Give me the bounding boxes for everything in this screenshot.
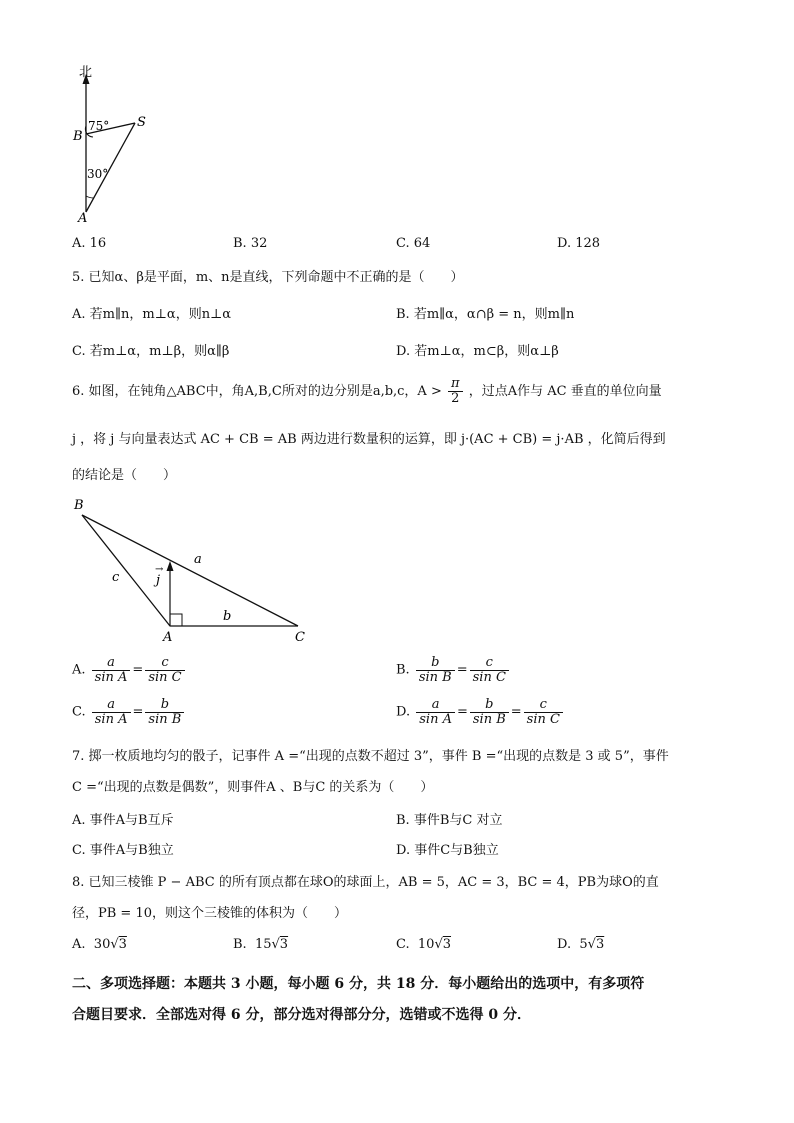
vector-j-label: j — [156, 573, 161, 588]
q7-option-d: D. 事件C与B独立 — [396, 843, 499, 858]
q6-line3: 的结论是（ ） — [72, 468, 177, 483]
q6-line1 — [72, 374, 662, 410]
angle-75-label: 75° — [88, 119, 110, 133]
vertex-b-label: B — [74, 498, 84, 513]
q4-option-a: A. 16 — [72, 236, 107, 251]
q5-option-d: D. 若m⊥α，m⊂β，则α⊥β — [396, 344, 559, 359]
point-a-label: A — [78, 211, 88, 226]
q7-option-a: A. 事件A与B互斥 — [72, 813, 174, 828]
q4-option-b: B. 32 — [233, 236, 268, 251]
pi-denominator: 2 — [451, 391, 460, 406]
q6-option-d-label: D. — [396, 704, 411, 720]
point-s-label: S — [137, 115, 146, 130]
section2-line2: 合题目要求．全部选对得 6 分，部分选对得部分分，选错或不选得 0 分． — [72, 1007, 531, 1023]
q6-option-a: A. $\frac{a}{\text{sin A}}$ = $\frac{c}{\text{sin C}}$ — [72, 656, 187, 684]
side-a-label: a — [194, 552, 202, 567]
q4-option-c: C. 64 — [396, 236, 431, 251]
q7-option-c: C. 事件A与B独立 — [72, 843, 174, 858]
q7-line2: C =“出现的点数是偶数”，则事件A 、B与C 的关系为（ ） — [72, 780, 434, 795]
q8-option-c: C. 10√3 — [396, 937, 452, 952]
q6-option-c: C. $\frac{a}{\text{sin A}}$ = $\frac{b}{\text{sin B}}$ — [72, 698, 186, 726]
q6-option-b-label: B. — [396, 662, 410, 678]
vertex-a-label: A — [163, 630, 173, 645]
q5-stem: 5. 已知α、β是平面，m、n是直线，下列命题中不正确的是（ ） — [72, 270, 464, 285]
q8-line2: 径，PB = 10，则这个三棱锥的体积为（ ） — [72, 906, 347, 921]
section2-line1: 二、多项选择题：本题共 3 小题，每小题 6 分，共 18 分．每小题给出的选项中，有多项符 — [72, 976, 645, 992]
q6-option-c-label: C. — [72, 704, 86, 720]
q6-line1-b: ，过点A作与 AC 垂直的单位向量 — [468, 384, 662, 399]
triangle-figure — [70, 495, 320, 645]
q6-line1-a: 6. 如图，在钝角△ABC中，角A,B,C所对的边分别是a,b,c，A > — [72, 384, 442, 399]
vertex-c-label: C — [295, 630, 305, 645]
q5-option-c: C. 若m⊥α，m⊥β，则α∥β — [72, 344, 230, 359]
q8-option-b: B. 15√3 — [233, 937, 289, 952]
q6-option-b: B. $\frac{b}{\text{sin B}}$ = $\frac{c}{\text{sin C}}$ — [396, 656, 511, 684]
q6-line2: j ，将 j 与向量表达式 AC + CB = AB 两边进行数量积的运算，即 j·(AC + CB) = j·AB ，化简后得到 — [72, 432, 666, 447]
angle-30-label: 30° — [87, 167, 109, 181]
north-label: 北 — [79, 65, 93, 80]
side-c-label: c — [112, 570, 120, 585]
q6-option-a-label: A. — [72, 662, 86, 678]
q5-option-a: A. 若m∥n，m⊥α，则n⊥α — [72, 307, 232, 322]
q8-line1: 8. 已知三棱锥 P − ABC 的所有顶点都在球O的球面上，AB = 5，AC = 3，BC = 4，PB为球O的直 — [72, 875, 659, 890]
pi-over-2 — [448, 377, 463, 405]
q7-option-b: B. 事件B与C 对立 — [396, 813, 503, 828]
q4-option-d: D. 128 — [557, 236, 601, 251]
side-b-label: b — [223, 609, 232, 624]
q8-option-d: D. 5√3 — [557, 937, 605, 952]
pi-numerator: π — [448, 377, 463, 392]
bearing-figure — [70, 60, 160, 228]
point-b-label: B — [73, 129, 83, 144]
q7-line1: 7. 掷一枚质地均匀的骰子，记事件 A =“出现的点数不超过 3”，事件 B =“出现的点数是 3 或 5”，事件 — [72, 749, 669, 764]
q5-option-b: B. 若m∥α，α∩β = n，则m∥n — [396, 307, 575, 322]
q6-option-d: D. $\frac{a}{\text{sin A}}$ = $\frac{b}{\text{sin B}}$ = $\frac{c}{\text{sin C}}$ — [396, 698, 565, 726]
q8-option-a: A. 30√3 — [72, 937, 127, 952]
svg-text:→: → — [155, 564, 164, 575]
